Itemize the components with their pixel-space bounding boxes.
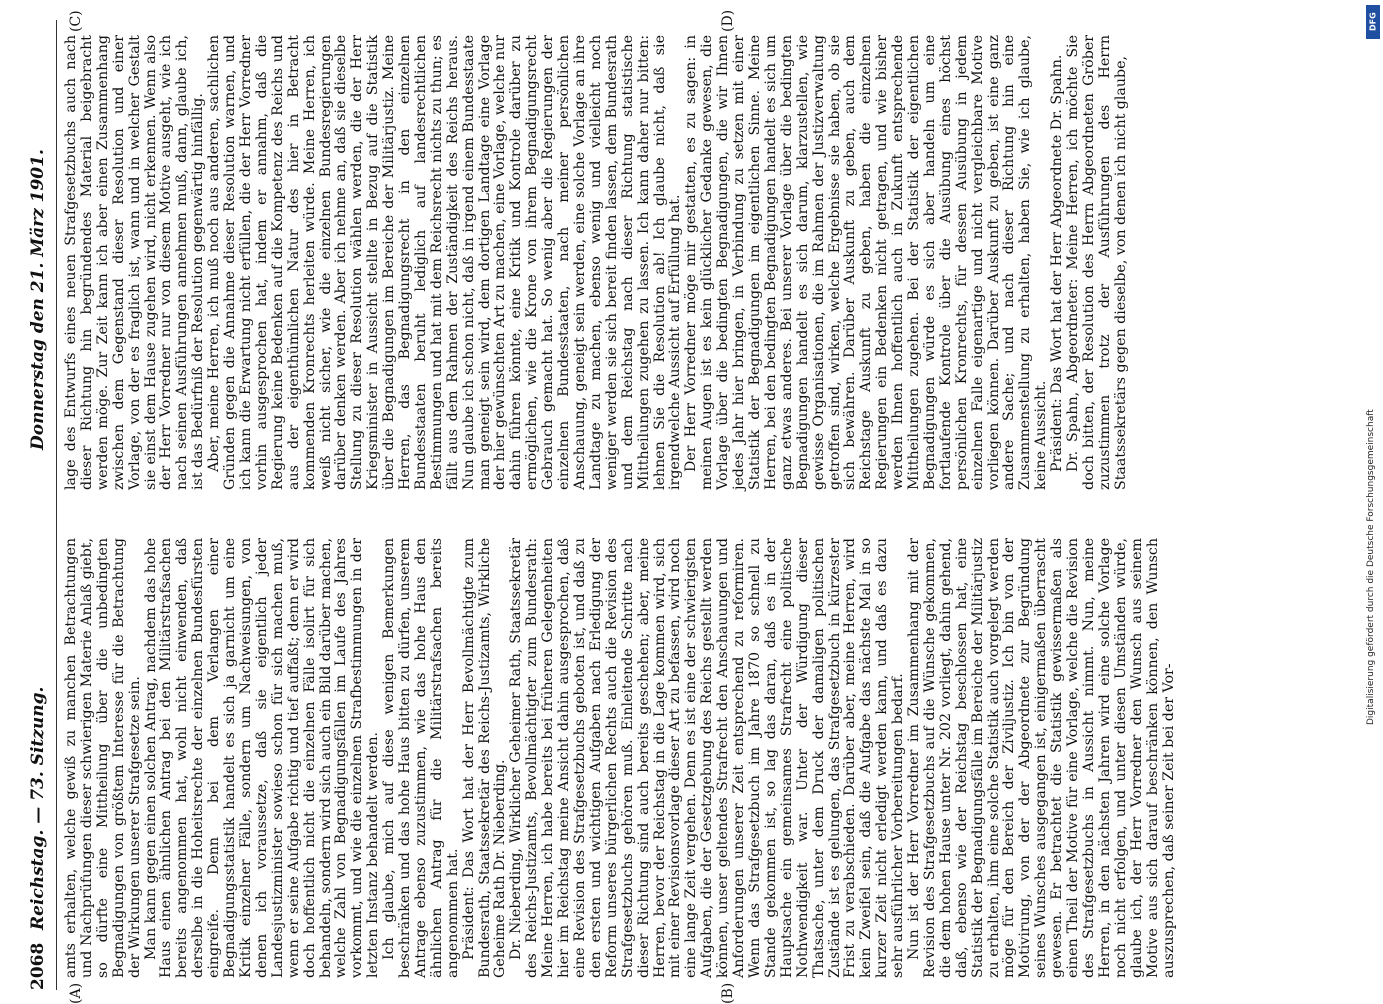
paragraph: Man kann gegen einen solchen Antrag, nachdem das hohe Haus einen ähnlichen Antrag bei den Militärstrafsachen bereits angenommen hat, wohl nicht einwenden, daß derselbe in die Hoheitsrechte der einzelnen Bundesfürsten eingreife. Denn bei dem Verlangen einer Begnadigungsstatistik handelt es sich ja garnicht um eine Kritik einzelner Fälle, sondern um Nachweisungen, von denen ich voraussetze, daß sie eigentlich jeder Landesjustizminister sowieso schon für sich machen muß, wenn er seine Aufgabe richtig und tief auffaßt; denn er wird doch hoffentlich nicht die einzelnen Fälle isolirt für sich behandeln, sondern wird sich auch ein Bild darüber machen, welche Zahl von Begnadigungsfällen im Laufe des Jahres vorkommt, und wie die einzelnen Strafbestimmungen in der letzten Instanz behandelt werden. (142, 538, 382, 978)
document-page (20, 9, 1350, 1004)
paragraph: Der Herr Vorredner möge mir gestatten, es zu sagen: in meinen Augen ist es kein glücklicher Gedanke gewesen, die Vorlage über die bedingten Begnadigungen, die wir Ihnen jedes Jahr hier bringen, in Verbindung zu setzen mit einer Statistik der Begnadigungen im eigentlichen Sinne. Meine Herren, bei den bedingten Begnadigungen handelt es sich um ganz etwas anderes. Bei unserer Vorlage über die bedingten Begnadigungen handelt es sich darum, klarzustellen, wie gewisse Organisationen, die im Rahmen der Justizverwaltung getroffen sind, wirken, welche Ergebnisse sie haben, ob sie sich bewähren. Darüber Auskunft zu geben, auch dem Reichstage Auskunft zu geben, haben die einzelnen Regierungen ein Bedenken nicht getragen, und wie bisher werden Ihnen hoffentlich auch in Zukunft entsprechende Mittheilungen zugehen. Bei der Statistik der eigentlichen Begnadigungen würde es sich aber handeln um eine fortlaufende Kontrole über die Ausübung eines höchst persönlichen Kronrechts, für dessen Ausübung in jedem einzelnen Falle eigenartige und nicht vergleichbare Motive vorliegen können. Darüber Auskunft zu geben, ist eine ganz andere Sache; und nach dieser Richtung hin eine Zusammenstellung zu erhalten, haben Sie, wie ich glaube, keine Aussicht. (683, 35, 1050, 490)
paragraph: Ich glaube, mich auf diese wenigen Bemerkungen beschränken und das hohe Haus bitten zu dürfen, unserem Antrage ebenso zuzustimmen, wie das hohe Haus den ähnlichen Antrag für die Militärstrafsachen bereits angenommen hat. (381, 538, 461, 978)
paragraph: lage des Entwurfs eines neuen Strafgesetzbuchs auch nach dieser Richtung hin begründendes Material beigebracht werden möge. Zur Zeit kann ich aber einen Zusammenhang zwischen dem Gegenstand dieser Resolution und einer Vorlage, von der es fraglich ist, wann und in welcher Gestalt sie einst dem Hause zugehen wird, nicht erkennen. Wenn also der Herr Vorredner nur von diesem Motive ausgeht, wie ich nach seinen Ausführungen annehmen muß, dann, glaube ich, ist das Bedürfniß der Resolution gegenwärtig hinfällig. (63, 35, 207, 490)
margin-marker-a: (A) (68, 982, 84, 1004)
dfg-logo: DFG (1366, 5, 1380, 39)
paragraph: amts erhalten, welche gewiß zu manchen Betrachtungen und Nachprüfungen dieser schwierigen Materie Anlaß giebt, so dürfte eine Mittheilung über die unbedingten Begnadigungen von größtem Interesse für die Betrachtung der Wirkungen unserer Strafgesetze sein. (63, 538, 143, 978)
president-statement: Präsident: Das Wort hat der Herr Bevollmächtigte zum Bundesrath, Staatssekretär des Reichs-Justizamts, Wirkliche Geheime Rath Dr. Nieberding. (460, 538, 509, 978)
left-column (64, 538, 1177, 978)
paragraph: Aber, meine Herren, ich muß noch aus anderen, sachlichen Gründen gegen die Annahme dieser Resolution warnen, und ich kann die Erwartung nicht erfüllen, die der Herr Vorredner vorhin ausgesprochen hat, indem er annahm, daß die Regierung keine Bedenken auf die Kompetenz des Reichs und aus der eigenthümlichen Natur des hier in Betracht kommenden Kronrechts herleiten würde. Meine Herren, ich weiß nicht sicher, wie die einzelnen Bundesregierungen darüber denken werden. Aber ich nehme an, daß sie dieselbe Stellung zu dieser Resolution wählen werden, die der Herr Kriegsminister in Aussicht stellte in Bezug auf die Statistik über die Begnadigungen im Bereiche der Militärjustiz. Meine Herren, das Begnadigungsrecht in den einzelnen Bundesstaaten beruht lediglich auf landesrechtlichen Bestimmungen und hat mit dem Reichsrecht nichts zu thun; es fällt aus dem Rahmen der Zuständigkeit des Reichs heraus. Nun glaube ich schon nicht, daß in irgend einem Bundesstaate man geneigt sein wird, dem dortigen Landtage eine Vorlage der hier gewünschten Art zu machen, eine Vorlage, welche nur dahin führen könnte, eine Kritik und Kontrole darüber zu ermöglichen, wie die Krone von ihrem Begnadigungsrecht Gebrauch gemacht hat. So wenig aber die Regierungen der einzelnen Bundesstaaten, nach meiner persönlichen Anschauung, geneigt sein werden, eine solche Vorlage an ihre Landtage zu machen, ebenso wenig und vielleicht noch weniger werden sie sich bereit finden lassen, dem Bundesrath und dem Reichstag nach dieser Richtung statistische Mittheilungen zugehen zu lassen. Ich kann daher nur bitten: lehnen Sie die Resolution ab! Ich glaube nicht, daß sie irgendwelche Aussicht auf Erfüllung hat. (206, 35, 684, 490)
margin-marker-b: (B) (720, 982, 736, 1004)
page-number: 2068 (28, 942, 48, 990)
paragraph: Nun ist der Herr Vorredner im Zusammenhang mit der Revision des Strafgesetzbuchs auf die Wünsche gekommen, die dem hohen Hause unter Nr. 202 vorliegt, dahin gehend, daß, ebenso wie der Reichstag beschlossen hat, eine Statistik der Begnadigungsfälle im Bereiche der Militärjustiz zu erhalten, ihm eine solche Statistik auch vorgelegt werden möge für den Bereich der Ziviljustiz. Ich bin von der Motivirung, von der der Abgeordnete zur Begründung seines Wunsches ausgegangen ist, einigermaßen überrascht gewesen. Er betrachtet die Statistik gewissermaßen als einen Theil der Motive für eine Vorlage, welche die Revision des Strafgesetzbuchs in Aussicht nimmt. Nun, meine Herren, in den nächsten Jahren wird eine solche Vorlage noch nicht erfolgen, und unter diesen Umständen würde, glaube ich, der Herr Vorredner den Wunsch aus seinem Motive aus sich darauf beschränken können, den Wunsch auszusprechen, daß seiner Zeit bei der Vor- (906, 538, 1177, 978)
margin-marker-d: (D) (720, 9, 736, 32)
header-rule (56, 20, 57, 990)
president-statement: Präsident: Das Wort hat der Herr Abgeordnete Dr. Spahn. (1049, 54, 1066, 472)
dfg-caption: Digitalisierung gefördert durch die Deutsche Forschungsgemeinschaft (1366, 409, 1376, 725)
margin-marker-c: (C) (68, 10, 84, 32)
speaker-paragraph: Dr. Nieberding, Wirklicher Geheimer Rath, Staatssekretär des Reichs-Justizamts, Bevollmächtigter zum Bundesrath: Meine Herren, ich habe bereits bei früheren Gelegenheiten hier im Reichstag meine Ansicht dahin ausgesprochen, daß eine Revision des Strafgesetzbuchs geboten ist, und daß zu den ersten und wichtigen Aufgaben nach Erledigung der Reform unseres bürgerlichen Rechts auch die Revision des Strafgesetzbuchs gehören muß. Einleitende Schritte nach dieser Richtung sind auch bereits geschehen; aber, meine Herren, bevor der Reichstag in die Lage kommen wird, sich mit einer Revisionsvorlage dieser Art zu befassen, wird noch eine lange Zeit vergehen. Denn es ist eine der schwierigsten Aufgaben, die der Gesetzgebung des Reichs gestellt werden können, unser geltendes Strafrecht den Anschauungen und Anforderungen unserer Zeit entsprechend zu reformiren. Wenn das Strafgesetzbuch im Jahre 1870 so schnell zu Stande gekommen ist, so lag das daran, daß es in der Hauptsache ein gemeinsames Strafrecht eine politische Nothwendigkeit war. Unter der Würdigung dieser Thatsache, unter dem Druck der damaligen politischen Zustände ist es gelungen, das Strafgesetzbuch in kürzester Frist zu verabschieden. Darüber aber, meine Herren, wird kein Zweifel sein, daß die Aufgabe das nächste Mal in so kurzer Zeit nicht erledigt werden kann, und daß es dazu sehr ausführlicher Vorbereitungen bedarf. (508, 538, 907, 978)
speaker-paragraph: Dr. Spahn, Abgeordneter: Meine Herren, ich möchte Sie doch bitten, der Resolution des Herrn Abgeordneten Gröber zuzustimmen trotz der Ausführungen des Herrn Staatssekretärs gegen dieselbe, von denen ich nicht glaube, (1065, 35, 1129, 490)
dfg-strip (1366, 5, 1380, 995)
right-column (64, 35, 1130, 490)
page-header (20, 10, 60, 990)
page-title: Reichstag. — 73. Sitzung. (28, 686, 48, 930)
session-date: Donnerstag den 21. März 1901. (28, 149, 48, 450)
